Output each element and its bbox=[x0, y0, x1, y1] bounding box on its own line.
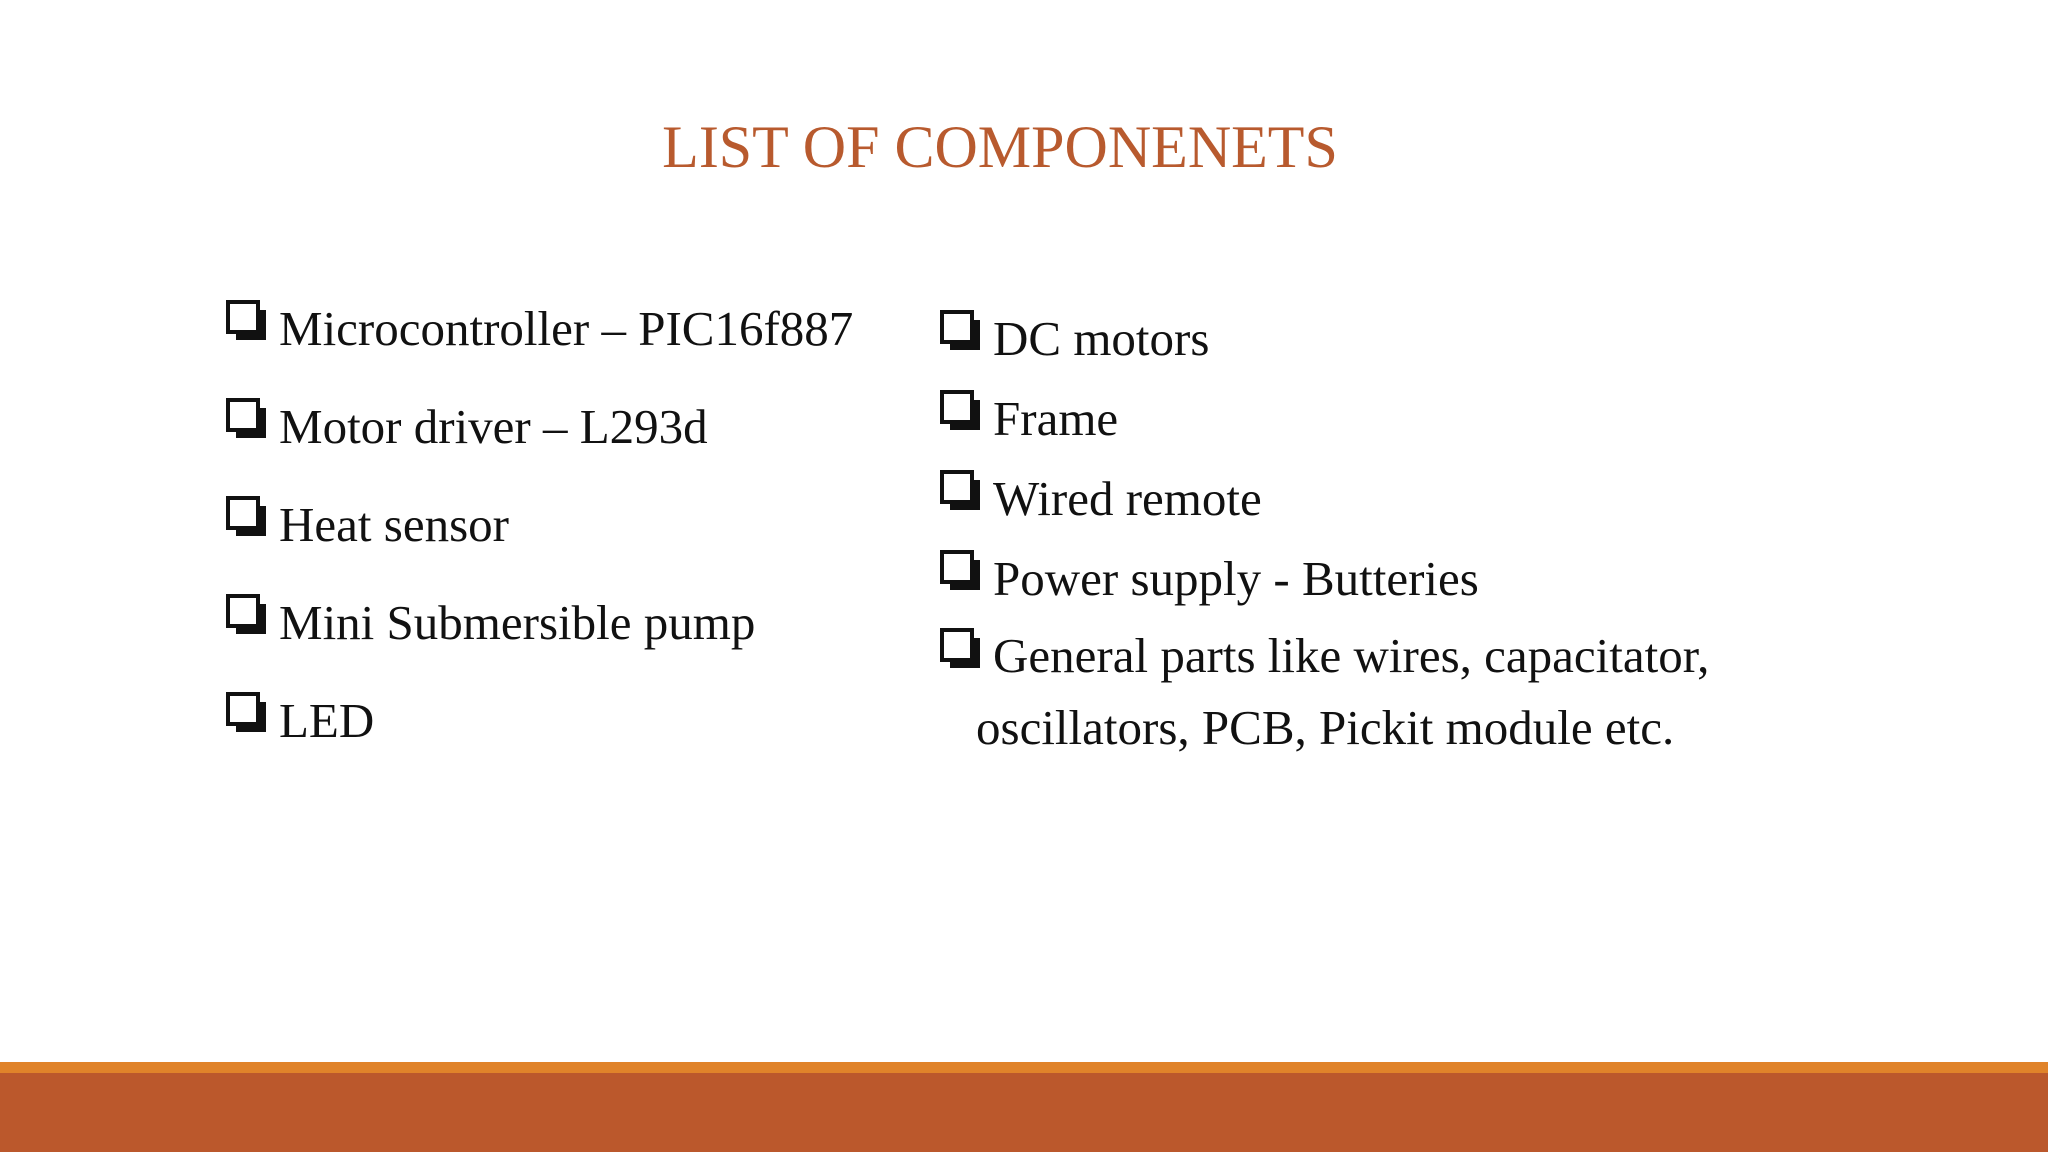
list-item-label: Mini Submersible pump bbox=[279, 595, 756, 650]
checkbox-square-icon bbox=[940, 470, 980, 510]
list-item-label: Frame bbox=[993, 391, 1119, 446]
list-item-label: Microcontroller – PIC16f887 bbox=[279, 301, 854, 356]
slide-title: LIST OF COMPONENETS bbox=[662, 114, 1338, 180]
footer-accent-stripe bbox=[0, 1062, 2048, 1073]
list-item bbox=[226, 584, 853, 682]
list-item bbox=[226, 682, 853, 780]
list-item-label: Heat sensor bbox=[279, 497, 509, 552]
list-item-label: Power supply - Butteries bbox=[993, 551, 1479, 606]
list-item bbox=[226, 486, 853, 584]
checkbox-square-icon bbox=[940, 310, 980, 350]
list-item-label: LED bbox=[279, 693, 375, 748]
list-item bbox=[226, 388, 853, 486]
list-item bbox=[940, 460, 1813, 540]
list-item bbox=[226, 290, 853, 388]
checkbox-square-icon bbox=[940, 550, 980, 590]
list-item-label: Wired remote bbox=[993, 471, 1262, 526]
checkbox-square-icon bbox=[940, 390, 980, 430]
checkbox-square-icon bbox=[226, 300, 266, 340]
list-item bbox=[940, 620, 1813, 764]
list-item-label-line1: General parts like wires, capacitator, bbox=[993, 628, 1710, 683]
list-item-label: DC motors bbox=[993, 311, 1210, 366]
checkbox-square-icon bbox=[226, 594, 266, 634]
components-list-left bbox=[226, 290, 853, 780]
footer-bar bbox=[0, 1073, 2048, 1152]
list-item bbox=[940, 380, 1813, 460]
list-item-label-line2: oscillators, PCB, Pickit module etc. bbox=[976, 700, 1675, 755]
components-list-right bbox=[940, 300, 1813, 764]
list-item bbox=[940, 540, 1813, 620]
list-item-label: Motor driver – L293d bbox=[279, 399, 708, 454]
checkbox-square-icon bbox=[226, 692, 266, 732]
checkbox-square-icon bbox=[940, 628, 980, 668]
list-item bbox=[940, 300, 1813, 380]
checkbox-square-icon bbox=[226, 398, 266, 438]
checkbox-square-icon bbox=[226, 496, 266, 536]
